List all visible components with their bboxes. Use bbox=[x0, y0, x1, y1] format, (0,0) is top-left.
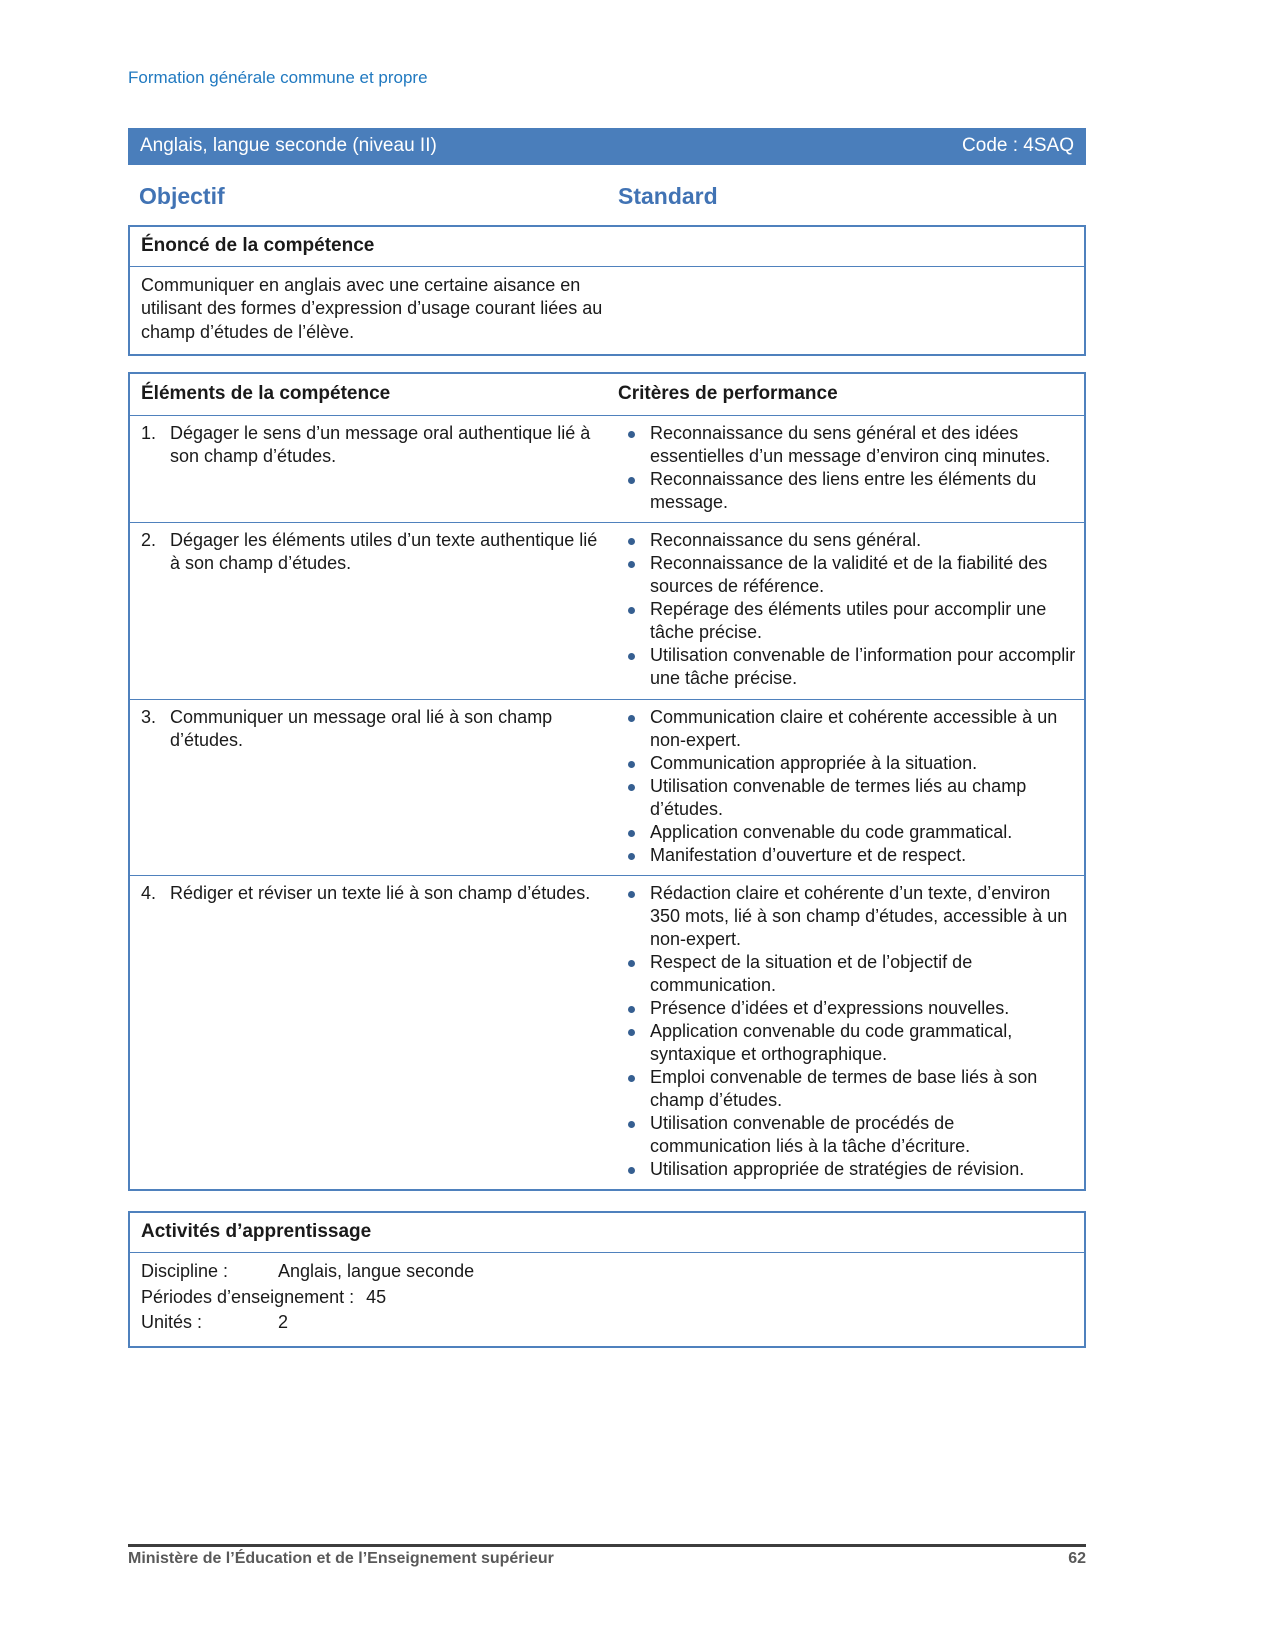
criteria-column-header: Critères de performance bbox=[607, 373, 1085, 416]
element-number: 3. bbox=[141, 706, 157, 727]
element-number: 4. bbox=[141, 882, 157, 903]
element-cell bbox=[129, 523, 607, 699]
objectif-heading: Objectif bbox=[139, 183, 225, 209]
element-row bbox=[129, 875, 1085, 1190]
element-row bbox=[129, 523, 1085, 699]
footer-ministry: Ministère de l’Éducation et de l’Enseignement supérieur bbox=[128, 1550, 554, 1567]
document-page bbox=[128, 0, 1086, 1348]
activity-row bbox=[141, 1285, 1073, 1311]
criterion-item: Reconnaissance du sens général. bbox=[618, 529, 1076, 552]
element-number: 1. bbox=[141, 423, 157, 444]
criteria-cell bbox=[607, 416, 1085, 523]
element-row bbox=[129, 699, 1085, 875]
criteria-cell bbox=[607, 875, 1085, 1190]
footer-rule bbox=[128, 1544, 1086, 1547]
element-cell bbox=[129, 699, 607, 875]
activities-table bbox=[128, 1211, 1086, 1348]
competence-statement-header: Énoncé de la compétence bbox=[130, 227, 1084, 267]
criterion-item: Présence d’idées et d’expressions nouvelles. bbox=[618, 997, 1076, 1020]
elements-criteria-table bbox=[128, 372, 1086, 1191]
criterion-item: Reconnaissance de la validité et de la fiabilité des sources de référence. bbox=[618, 552, 1076, 598]
activities-header: Activités d’apprentissage bbox=[130, 1213, 1084, 1253]
element-text: Rédiger et réviser un texte lié à son champ d’études. bbox=[170, 882, 591, 903]
activity-row bbox=[141, 1259, 1073, 1285]
criterion-item: Utilisation convenable de l’information pour accomplir une tâche précise. bbox=[618, 644, 1076, 690]
course-title-bar bbox=[128, 128, 1086, 165]
activity-label: Périodes d’enseignement : bbox=[141, 1286, 355, 1307]
activity-value: 45 bbox=[366, 1286, 387, 1307]
competence-statement-table bbox=[128, 225, 1086, 356]
standard-heading: Standard bbox=[618, 183, 718, 209]
section-headings bbox=[128, 183, 1086, 210]
element-row bbox=[129, 416, 1085, 523]
course-title: Anglais, langue seconde (niveau II) bbox=[140, 135, 437, 156]
element-cell bbox=[129, 416, 607, 523]
footer-page-number: 62 bbox=[1068, 1550, 1086, 1567]
criterion-item: Manifestation d’ouverture et de respect. bbox=[618, 844, 1076, 867]
criterion-item: Rédaction claire et cohérente d’un texte, d’environ 350 mots, lié à son champ d’études, accessible à un non-expert. bbox=[618, 882, 1076, 951]
criterion-item: Reconnaissance du sens général et des idées essentielles d’un message d’environ cinq minutes. bbox=[618, 422, 1076, 468]
activity-value: Anglais, langue seconde bbox=[278, 1261, 475, 1282]
competence-statement-text: Communiquer en anglais avec une certaine aisance en utilisant des formes d’expression d’usage courant liées au champ d’études de l’élève. bbox=[141, 275, 603, 342]
criterion-item: Repérage des éléments utiles pour accomplir une tâche précise. bbox=[618, 598, 1076, 644]
activity-value: 2 bbox=[278, 1312, 289, 1333]
elements-table-body bbox=[129, 416, 1085, 1190]
criterion-item: Application convenable du code grammatical, syntaxique et orthographique. bbox=[618, 1020, 1076, 1066]
activity-label: Discipline : bbox=[141, 1261, 229, 1282]
criterion-item: Reconnaissance des liens entre les éléments du message. bbox=[618, 468, 1076, 514]
criteria-cell bbox=[607, 699, 1085, 875]
criterion-item: Communication appropriée à la situation. bbox=[618, 752, 1076, 775]
element-text: Dégager le sens d’un message oral authentique lié à son champ d’études. bbox=[170, 423, 591, 467]
criterion-item: Application convenable du code grammatical. bbox=[618, 821, 1076, 844]
element-text: Communiquer un message oral lié à son champ d’études. bbox=[170, 706, 553, 750]
activity-label: Unités : bbox=[141, 1312, 203, 1333]
criterion-item: Utilisation appropriée de stratégies de révision. bbox=[618, 1158, 1076, 1181]
elements-column-header: Éléments de la compétence bbox=[129, 373, 607, 416]
criterion-item: Communication claire et cohérente accessible à un non-expert. bbox=[618, 706, 1076, 752]
element-number: 2. bbox=[141, 530, 157, 551]
breadcrumb: Formation générale commune et propre bbox=[128, 68, 428, 87]
page-footer bbox=[128, 1544, 1086, 1568]
element-text: Dégager les éléments utiles d’un texte authentique lié à son champ d’études. bbox=[170, 530, 598, 574]
criterion-item: Utilisation convenable de procédés de communication liés à la tâche d’écriture. bbox=[618, 1112, 1076, 1158]
criteria-cell bbox=[607, 523, 1085, 699]
course-code: Code : 4SAQ bbox=[962, 135, 1074, 156]
criterion-item: Utilisation convenable de termes liés au champ d’études. bbox=[618, 775, 1076, 821]
criterion-item: Respect de la situation et de l’objectif de communication. bbox=[618, 951, 1076, 997]
activities-body bbox=[130, 1253, 1084, 1346]
criterion-item: Emploi convenable de termes de base liés à son champ d’études. bbox=[618, 1066, 1076, 1112]
element-cell bbox=[129, 875, 607, 1190]
activity-row bbox=[141, 1310, 1073, 1336]
